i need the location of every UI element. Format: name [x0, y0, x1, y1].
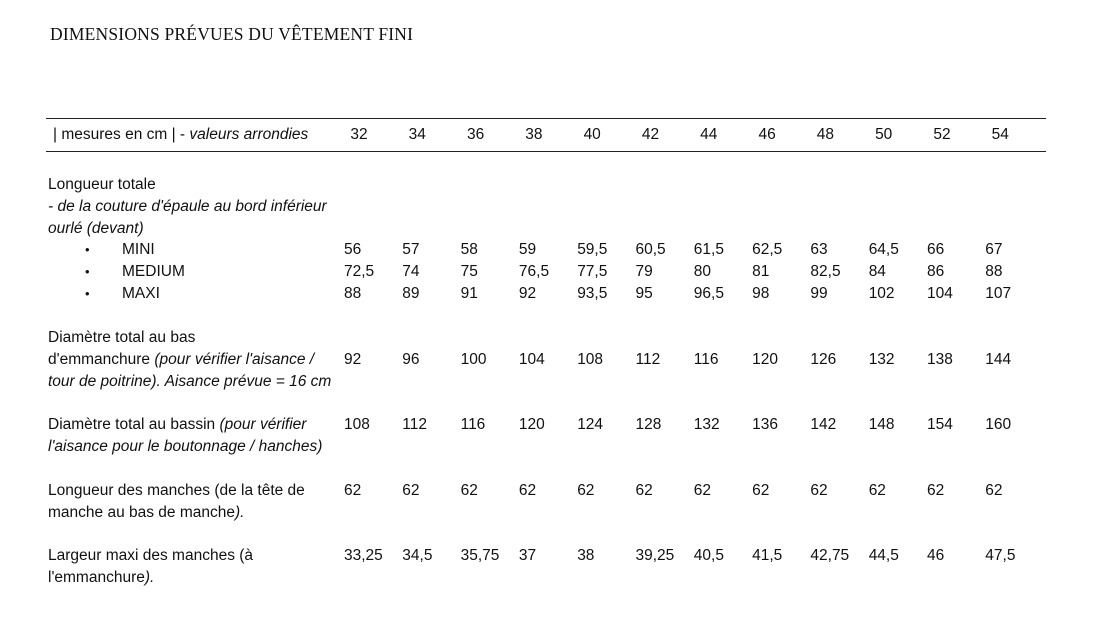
- bullet-mini: •: [85, 242, 90, 257]
- diametre-emmanchure-value: 138: [927, 351, 953, 368]
- row-label-medium: MEDIUM: [122, 263, 185, 280]
- diametre-emmanchure-value: 132: [868, 351, 895, 368]
- longueur-manches-line-2: [48, 502, 244, 524]
- mini-value: 64,5: [868, 241, 899, 258]
- largeur-manches-value: 42,75: [810, 547, 850, 564]
- mini-value: 67: [985, 241, 1003, 258]
- diametre-bassin-value: 160: [985, 416, 1012, 433]
- diametre-bassin-line-1-plain: Diamètre total au bassin: [48, 416, 216, 433]
- largeur-manches-value: 33,25: [344, 547, 383, 564]
- medium-value: 79: [635, 263, 653, 280]
- largeur-manches-value: 35,75: [460, 547, 500, 564]
- diametre-bassin-value: 120: [518, 416, 545, 433]
- medium-value: 76,5: [518, 263, 550, 280]
- largeur-manches-line-2-plain: l'emmanchure: [48, 569, 145, 586]
- maxi-value: 93,5: [577, 285, 608, 302]
- diametre-emmanchure-line-2: [48, 349, 314, 371]
- medium-value: 80: [693, 263, 712, 280]
- size-header: 44: [700, 126, 718, 143]
- diametre-bassin-line-2: l'aisance pour le boutonnage / hanches): [48, 438, 323, 455]
- size-header: 54: [991, 126, 1009, 143]
- diametre-bassin-value: 112: [402, 416, 428, 433]
- longueur-manches-line-2-plain: manche au bas de manche: [48, 504, 235, 521]
- medium-value: 84: [868, 263, 886, 280]
- header-label: [53, 124, 308, 146]
- longueur-manches-value: 62: [810, 482, 828, 499]
- diametre-bassin-value: 124: [577, 416, 604, 433]
- diametre-bassin-value: 136: [752, 416, 778, 433]
- longueur-manches-value: 62: [402, 482, 420, 499]
- size-header: 48: [816, 126, 835, 143]
- medium-value: 82,5: [810, 263, 841, 280]
- mini-value: 62,5: [752, 241, 783, 258]
- maxi-value: 99: [810, 285, 828, 302]
- largeur-manches-value: 34,5: [402, 547, 433, 564]
- longueur-manches-value: 62: [693, 482, 712, 499]
- diametre-emmanchure-value: 96: [402, 351, 420, 368]
- diametre-bassin-value: 142: [810, 416, 837, 433]
- largeur-manches-line-1-rest: (à: [234, 547, 254, 564]
- medium-value: 75: [460, 263, 478, 280]
- maxi-value: 91: [460, 285, 478, 302]
- size-header: 50: [875, 126, 893, 143]
- medium-value: 86: [927, 263, 945, 280]
- size-header: 52: [933, 126, 951, 143]
- diametre-emmanchure-line-1: Diamètre total au bas: [48, 329, 196, 346]
- largeur-manches-line-2: [48, 567, 154, 589]
- longueur-manches-value: 62: [752, 482, 770, 499]
- largeur-manches-value: 38: [577, 547, 595, 564]
- largeur-manches-line-1-plain: Largeur maxi des manches: [48, 547, 235, 564]
- longueur-manches-value: 62: [460, 482, 478, 499]
- bullet-medium: •: [85, 264, 90, 279]
- diametre-emmanchure-value: 120: [752, 351, 778, 368]
- diametre-emmanchure-value: 126: [810, 351, 837, 368]
- mini-value: 58: [460, 241, 478, 258]
- diametre-bassin-value: 128: [635, 416, 662, 433]
- mini-value: 59,5: [577, 241, 608, 258]
- diametre-emmanchure-line-3: tour de poitrine). Aisance prévue = 16 cm: [48, 373, 332, 390]
- medium-value: 72,5: [344, 263, 375, 280]
- longueur-manches-line-1: [48, 480, 305, 502]
- longueur-manches-value: 62: [868, 482, 886, 499]
- maxi-value: 107: [985, 285, 1012, 302]
- largeur-manches-value: 46: [927, 547, 945, 564]
- diametre-emmanchure-value: 144: [985, 351, 1012, 368]
- diametre-emmanchure-value: 112: [635, 351, 661, 368]
- size-header: 46: [758, 126, 776, 143]
- header-label-plain: | mesures en cm | -: [53, 126, 190, 143]
- maxi-value: 88: [344, 285, 362, 302]
- diametre-bassin-value: 148: [868, 416, 895, 433]
- maxi-value: 95: [635, 285, 653, 302]
- size-header: 40: [583, 126, 601, 143]
- size-header: 38: [525, 126, 543, 143]
- diametre-emmanchure-line-2-plain: d'emmanchure: [48, 351, 151, 368]
- largeur-manches-value: 44,5: [868, 547, 899, 564]
- size-header: 34: [408, 126, 426, 143]
- medium-value: 81: [752, 263, 770, 280]
- longueur-manches-value: 62: [344, 482, 362, 499]
- header-bottom-rule: [46, 151, 1046, 152]
- maxi-value: 104: [927, 285, 953, 302]
- header-label-italic: valeurs arrondies: [189, 126, 309, 143]
- longueur-manches-value: 62: [577, 482, 595, 499]
- longueur-totale-desc-2: ourlé (devant): [48, 220, 144, 237]
- row-label-mini: MINI: [122, 241, 155, 258]
- medium-value: 74: [402, 263, 420, 280]
- diametre-bassin-line-1-italic: (pour vérifier: [215, 416, 307, 433]
- largeur-manches-value: 39,25: [635, 547, 675, 564]
- mini-value: 61,5: [693, 241, 724, 258]
- diametre-emmanchure-value: 100: [460, 351, 487, 368]
- longueur-totale-desc-1: - de la couture d'épaule au bord inférieur: [48, 198, 327, 215]
- largeur-manches-value: 41,5: [752, 547, 783, 564]
- mini-value: 60,5: [635, 241, 666, 258]
- size-header: 36: [466, 126, 485, 143]
- longueur-manches-line-2-italic: ).: [234, 504, 245, 521]
- maxi-value: 89: [402, 285, 420, 302]
- largeur-manches-value: 47,5: [985, 547, 1016, 564]
- size-header: 42: [641, 126, 660, 143]
- maxi-value: 92: [518, 285, 537, 302]
- page-title: DIMENSIONS PRÉVUES DU VÊTEMENT FINI: [50, 24, 414, 44]
- longueur-manches-value: 62: [985, 482, 1003, 499]
- maxi-value: 98: [752, 285, 770, 302]
- mini-value: 57: [402, 241, 420, 258]
- largeur-manches-line-1: [48, 545, 253, 567]
- longueur-manches-line-1-rest: (de la tête de: [210, 482, 305, 499]
- bullet-maxi: •: [85, 286, 90, 301]
- mini-value: 63: [810, 241, 828, 258]
- header-top-rule: [46, 118, 1046, 119]
- largeur-manches-value: 40,5: [693, 547, 724, 564]
- row-label-maxi: MAXI: [122, 285, 160, 302]
- diametre-bassin-value: 132: [693, 416, 720, 433]
- size-header: 32: [350, 126, 368, 143]
- mini-value: 66: [927, 241, 945, 258]
- medium-value: 88: [985, 263, 1003, 280]
- longueur-manches-line-1-plain: Longueur des manches: [48, 482, 211, 499]
- maxi-value: 96,5: [693, 285, 724, 302]
- maxi-value: 102: [868, 285, 895, 302]
- diametre-bassin-line-1: [48, 414, 306, 436]
- diametre-emmanchure-value: 92: [344, 351, 362, 368]
- mini-value: 56: [344, 241, 362, 258]
- longueur-manches-value: 62: [635, 482, 653, 499]
- diametre-bassin-value: 116: [460, 416, 486, 433]
- diametre-emmanchure-value: 104: [518, 351, 545, 368]
- mini-value: 59: [518, 241, 537, 258]
- longueur-manches-value: 62: [927, 482, 945, 499]
- diametre-bassin-value: 154: [927, 416, 953, 433]
- diametre-bassin-value: 108: [344, 416, 370, 433]
- longueur-totale-title: Longueur totale: [48, 176, 156, 193]
- diametre-emmanchure-value: 108: [577, 351, 604, 368]
- diametre-emmanchure-value: 116: [693, 351, 719, 368]
- largeur-manches-value: 37: [518, 547, 537, 564]
- diametre-emmanchure-line-2-italic: (pour vérifier l'aisance /: [150, 351, 315, 368]
- longueur-manches-value: 62: [518, 482, 537, 499]
- medium-value: 77,5: [577, 263, 608, 280]
- largeur-manches-line-2-italic: ).: [144, 569, 155, 586]
